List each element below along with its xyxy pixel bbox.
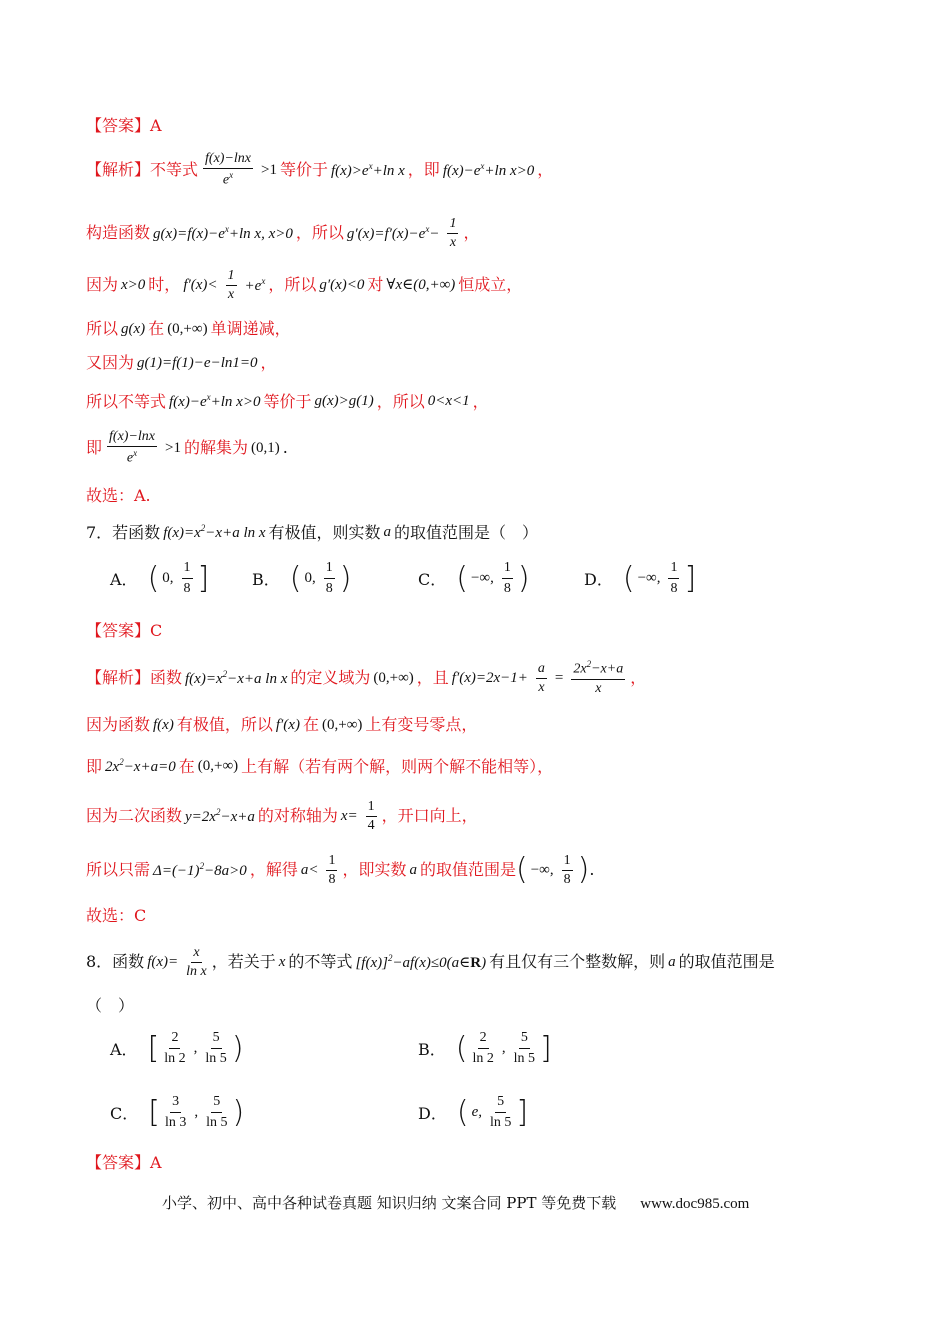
analysis-line-1: 【解析】不等式 $\frac{f(x)-\ln x}{e^x}$ >1 等价于 $f(x)>e^x+\ln$ x ，即 $f(x)-e^x+\ln$ x>0 ， <box>86 151 554 188</box>
q7-analysis-line-3: 即 $2x^2-x+a=0$ 在 (0,+∞) 上有解（若有两个解，则两个解不能相等）， <box>86 756 554 776</box>
option-8b[interactable]: B． ( $\frac{2}{\ln 2}$ , $\frac{5}{\ln 5}$ ] <box>418 1030 552 1066</box>
analysis-line-6: 所以不等式 $f(x)-e^x+\ln$ x>0 等价于 g(x)>g(1) ，所以 0<x<1 ， <box>86 391 489 411</box>
page-footer: 小学、初中、高中各种试卷真题 知识归纳 文案合同 PPT 等免费下载 www.doc985.com <box>162 1194 750 1212</box>
option-7c[interactable]: C． ( −∞, $\frac{1}{8}$ ) <box>418 560 530 596</box>
option-7d[interactable]: D． ( −∞, $\frac{1}{8}$ ] <box>584 560 697 596</box>
analysis-line-2: 构造函数 $g(x)=f(x)-e^x+\ln$ x, x>0 ，所以 $g'(x)=f'(x)-e^x-$ $\frac{1}{x}$ ， <box>86 215 480 250</box>
question-8-paren: （ ） <box>86 996 135 1015</box>
answer-label-2: 【答案】C <box>86 621 163 640</box>
q7-analysis-line-4: 因为二次函数 $y=2x^2-x+a$ 的对称轴为 x= $\frac{1}{4}$ ，开口向上， <box>86 798 478 833</box>
analysis-line-4: 所以 g(x) 在 (0,+∞) 单调递减， <box>86 319 291 338</box>
q7-analysis-line-1: 【解析】函数 $f(x)=x^2-x+a$ ln x 的定义域为 (0,+∞) ，且 f′(x)=2x−1+ $\frac{a}{x}$ = $\frac{2x^2-x+a}{x}$ ， <box>86 659 647 696</box>
option-7b[interactable]: B． ( 0, $\frac{1}{8}$ ) <box>252 560 352 596</box>
fraction: $\frac{f(x)-\ln x}{e^x}$ <box>205 151 251 188</box>
option-8d[interactable]: D． ( e, $\frac{5}{\ln 5}$ ] <box>418 1094 529 1130</box>
choice-result-1: 故选：A. <box>86 486 151 505</box>
footer-url[interactable]: www.doc985.com <box>640 1196 750 1212</box>
q7-analysis-line-5: 所以只需 $\Delta=(-1)^2-8a>0$ ，解得 a< $\frac{1}{8}$ ，即实数 a 的取值范围是 ( −∞, $\frac{1}{8}$ ) . <box>86 852 595 887</box>
question-8: 8．函数 f(x)= $\frac{x}{\text{ln x}}$ ，若关于 x 的不等式 $[f(x)]^2-af(x)\le 0(a\in R)$ 有且仅有三个整数解，则 a 的取值范围是 <box>86 944 775 979</box>
analysis-line-5: 又因为 g(1)=f(1)−e−ln1=0 ， <box>86 353 277 372</box>
option-8a[interactable]: A． [ $\frac{2}{\ln 2}$ , $\frac{5}{\ln 5}$ ) <box>110 1030 244 1066</box>
q7-analysis-line-2: 因为函数 f(x) 有极值，所以 f′(x) 在 (0,+∞) 上有变号零点， <box>86 715 478 734</box>
option-7a[interactable]: A． ( 0, $\frac{1}{8}$ ] <box>110 560 210 596</box>
answer-label-1: 【答案】A <box>86 116 162 135</box>
analysis-line-7: 即 $\frac{f(x)-\ln x}{e^x}$ >1 的解集为 (0,1) . <box>86 429 288 466</box>
option-8c[interactable]: C． [ $\frac{3}{\ln 3}$ , $\frac{5}{\ln 5}$ ) <box>110 1094 245 1130</box>
choice-result-2: 故选：C <box>86 906 147 925</box>
answer-label-3: 【答案】A <box>86 1153 162 1172</box>
analysis-line-3: 因为 x>0 时， f′(x)< $\frac{1}{x}$ $+e^x$ ，所以 g′(x)<0 对 ∀x∈(0,+∞) 恒成立， <box>86 267 523 302</box>
question-7: 7．若函数 $f(x)=x^2-x+a$ ln x 有极值，则实数 a 的取值范围是（ ） <box>86 522 539 542</box>
